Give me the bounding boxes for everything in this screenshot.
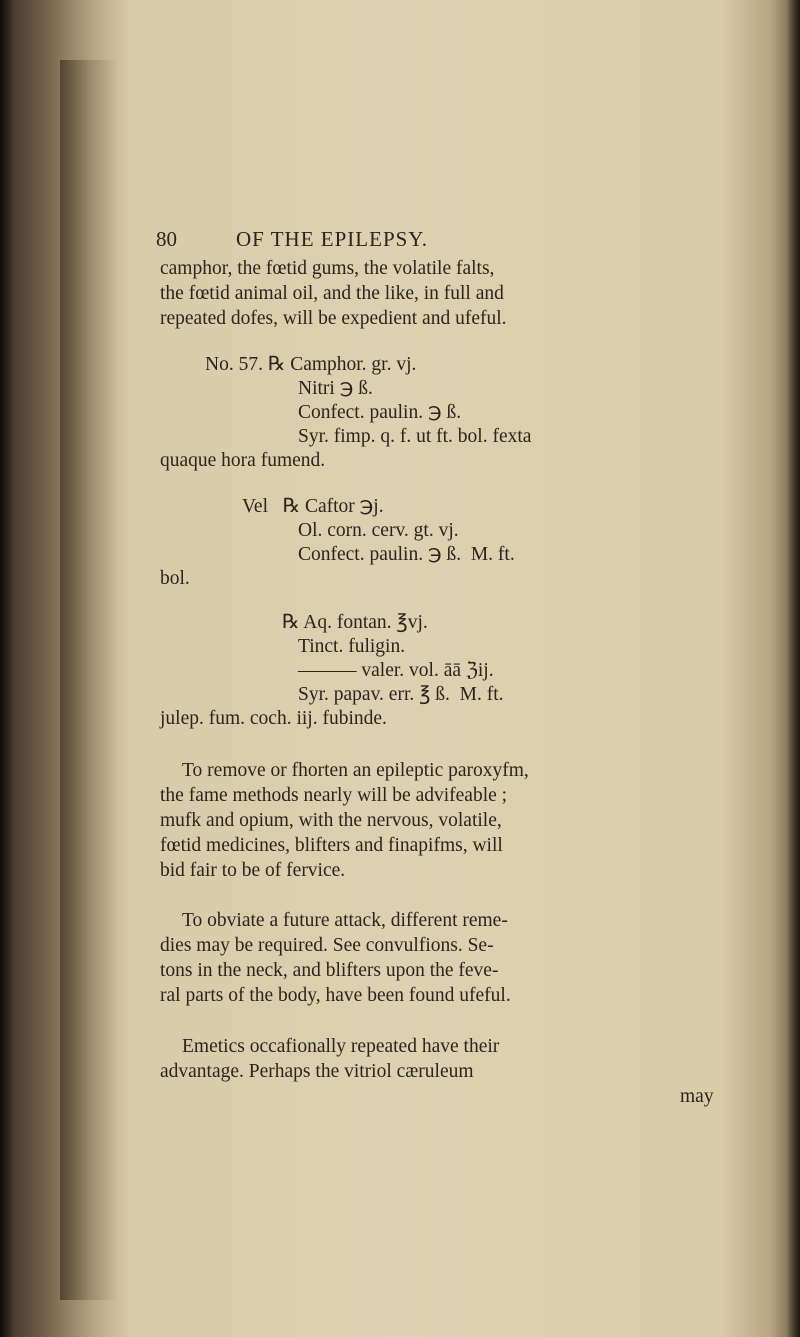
running-head: OF THE EPILEPSY.: [236, 227, 429, 251]
body-line: ral parts of the body, have been found ufeful.: [160, 985, 511, 1006]
body-line: dies may be required. See convulfions. Se-: [160, 935, 494, 956]
body-line: To remove or fhorten an epileptic paroxyfm,: [182, 760, 529, 781]
recipe-line: bol.: [160, 568, 190, 589]
body-line: the fœtid animal oil, and the like, in full and: [160, 283, 504, 304]
recipe-line: Vel ℞ Caftor ℈j.: [242, 496, 384, 517]
body-line: bid fair to be of fervice.: [160, 860, 346, 881]
body-line: To obviate a future attack, different reme-: [182, 910, 508, 931]
body-line: tons in the neck, and blifters upon the feve-: [160, 960, 499, 981]
body-line: repeated dofes, will be expedient and ufeful.: [160, 308, 507, 329]
body-line: camphor, the fœtid gums, the volatile falts,: [160, 258, 495, 279]
recipe-line: ——— valer. vol. āā ℨij.: [298, 660, 494, 681]
body-line: the fame methods nearly will be advifeable ;: [160, 785, 508, 806]
recipe-line: ℞ Aq. fontan. ℥vj.: [282, 612, 428, 633]
body-line: mufk and opium, with the nervous, volatile,: [160, 810, 502, 831]
left-page-edge: [0, 0, 14, 1337]
page-header: [156, 228, 716, 254]
body-line: advantage. Perhaps the vitriol cæruleum: [160, 1061, 474, 1082]
recipe-line: Confect. paulin. ℈ ß. M. ft.: [298, 544, 515, 565]
recipe-line: julep. fum. coch. iij. fubinde.: [160, 708, 387, 729]
recipe-line: Ol. corn. cerv. gt. vj.: [298, 520, 459, 541]
body-line: Emetics occafionally repeated have their: [182, 1036, 500, 1057]
right-page-edge: [786, 0, 800, 1337]
body-line: fœtid medicines, blifters and finapifms, will: [160, 835, 503, 856]
recipe-line: Nitri ℈ ß.: [298, 378, 373, 399]
recipe-line: Syr. papav. err. ℥ ß. M. ft.: [298, 684, 504, 705]
binding-gutter: [60, 60, 120, 1300]
recipe-line: No. 57. ℞ Camphor. gr. vj.: [205, 354, 417, 375]
catchword: may: [680, 1086, 714, 1107]
recipe-line: quaque hora fumend.: [160, 450, 326, 471]
recipe-line: Tinct. fuligin.: [298, 636, 406, 657]
page-number: 80: [156, 227, 177, 251]
recipe-line: Confect. paulin. ℈ ß.: [298, 402, 462, 423]
recipe-line: Syr. fimp. q. f. ut ft. bol. fexta: [298, 426, 532, 447]
